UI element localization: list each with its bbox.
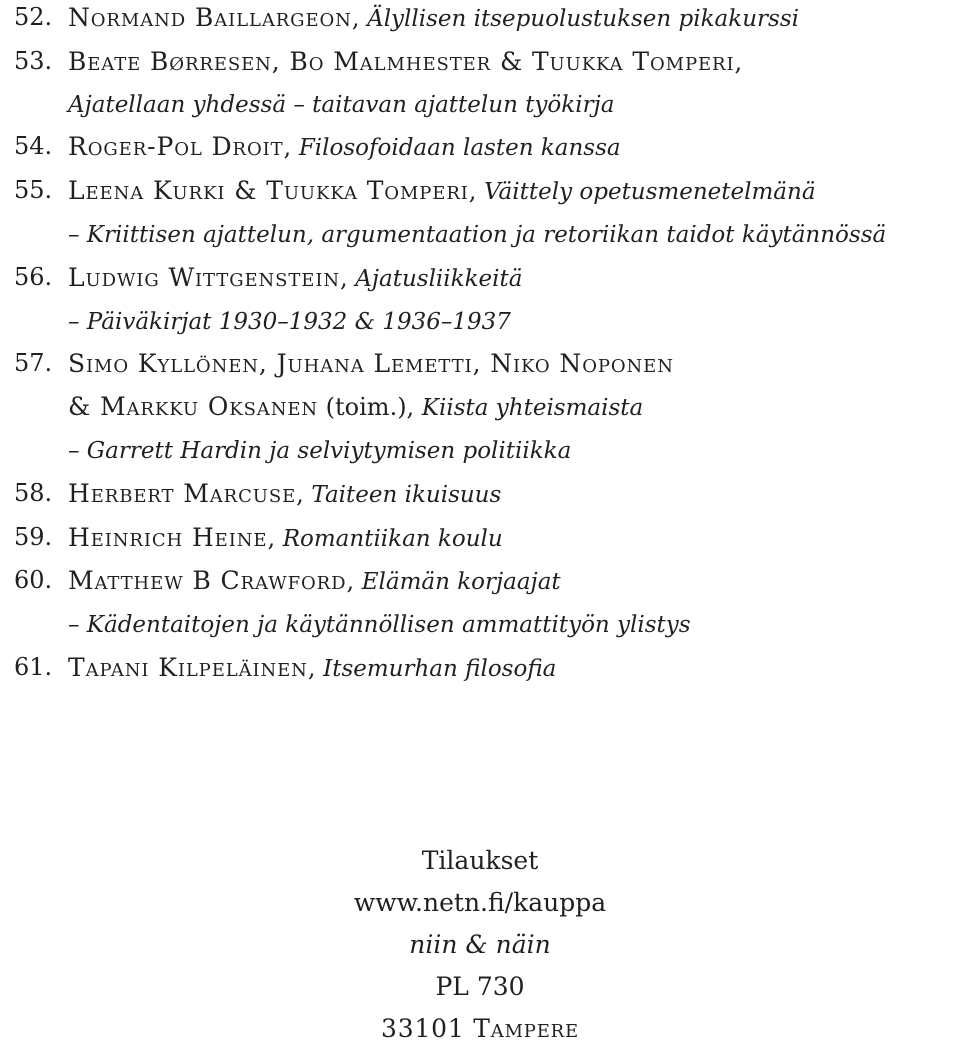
book-entry [14, 170, 954, 257]
book-entry [14, 647, 954, 691]
author-names: Simo Kyllönen, Juhana Lemetti, Niko Noponen [68, 349, 674, 379]
entry-body [68, 647, 954, 691]
book-entry [14, 257, 954, 344]
entry-body [68, 343, 954, 472]
entry-body [68, 473, 954, 517]
entry-line [68, 126, 954, 170]
entry-number: 60. [14, 566, 53, 595]
entry-line [68, 604, 954, 647]
author-names: Roger-Pol Droit [68, 132, 284, 162]
book-title: Filosofoidaan lasten kanssa [298, 135, 621, 162]
book-title: Kiista yhteismaista [421, 395, 644, 422]
book-title: – Kriittisen ajattelun, argumentaation ja retoriikan taidot käytännössä [68, 221, 887, 248]
book-title: Elämän korjaajat [361, 569, 561, 596]
entry-number: 54. [14, 132, 53, 161]
entry-body [68, 517, 954, 561]
book-title: – Päiväkirjat 1930–1932 & 1936–1937 [68, 308, 511, 335]
order-info [0, 840, 960, 1050]
entry-line [68, 301, 954, 344]
entry-number: 52. [14, 3, 53, 31]
book-title: Ajatusliikkeitä [355, 265, 523, 292]
entry-line [68, 386, 954, 430]
book-title: – Kädentaitojen ja käytännöllisen ammattityön ylistys [68, 612, 691, 639]
entry-body [68, 126, 954, 170]
author-names: Tapani Kilpeläinen [68, 652, 308, 682]
book-entry [14, 41, 954, 127]
entry-line [68, 41, 954, 84]
entry-line [68, 430, 954, 473]
separator: , [283, 133, 299, 162]
entry-number: 53. [14, 46, 53, 75]
po-box: PL 730 [435, 972, 525, 1001]
separator: , [296, 479, 312, 508]
entry-number: 58. [14, 478, 53, 507]
book-title: Ajatellaan yhdessä – taitavan ajattelun työkirja [68, 91, 615, 118]
book-entry [14, 473, 954, 517]
book-entry [14, 517, 954, 561]
entry-line [68, 257, 954, 301]
order-heading: Tilaukset [421, 846, 539, 875]
entry-line [68, 517, 954, 561]
entry-line [68, 647, 954, 691]
publisher-name: niin & näin [409, 930, 551, 959]
author-names: Normand Baillargeon [68, 3, 352, 32]
separator: , [267, 523, 283, 552]
separator: , [468, 177, 485, 206]
entry-number: 56. [14, 262, 53, 291]
book-title: Taiteen ikuisuus [311, 481, 502, 508]
author-names: Heinrich Heine [68, 522, 268, 552]
author-names: Ludwig Wittgenstein [68, 262, 340, 292]
separator: , [734, 47, 743, 76]
book-series-list [14, 0, 954, 691]
author-names: Beate Børresen, Bo Malmhester & Tuukka Tomperi [68, 46, 735, 76]
separator: , [346, 567, 362, 596]
book-entry [14, 126, 954, 170]
book-title: – Garrett Hardin ja selviytymisen politiikka [68, 437, 572, 464]
entry-line [68, 0, 954, 41]
entry-line [68, 473, 954, 517]
separator: (toim.), [318, 393, 422, 422]
separator: , [351, 4, 368, 32]
entry-body [68, 41, 954, 127]
entry-number: 59. [14, 522, 53, 551]
separator: , [307, 653, 324, 682]
author-names: Leena Kurki & Tuukka Tomperi [68, 176, 469, 206]
book-title: Itsemurhan filosofia [323, 655, 557, 682]
book-title: Romantiikan koulu [282, 525, 503, 552]
author-names: & Markku Oksanen [68, 392, 319, 422]
entry-line [68, 170, 954, 214]
entry-line [68, 214, 954, 257]
postal-city: 33101 Tampere [381, 1014, 579, 1043]
entry-body [68, 170, 954, 257]
entry-line [68, 343, 954, 386]
book-entry [14, 0, 954, 41]
entry-line [68, 84, 954, 127]
author-names: Herbert Marcuse [68, 478, 297, 508]
entry-body [68, 0, 954, 41]
entry-number: 57. [14, 349, 53, 378]
book-entry [14, 343, 954, 472]
separator: , [340, 263, 356, 292]
entry-body [68, 560, 954, 647]
book-title: Väittely opetusmenetelmänä [484, 179, 816, 206]
order-url-link[interactable]: www.netn.fi/kauppa [353, 888, 607, 917]
book-title: Älyllisen itsepuolustuksen pikakurssi [367, 6, 799, 32]
entry-line [68, 560, 954, 604]
book-entry [14, 560, 954, 647]
author-names: Matthew B Crawford [68, 566, 347, 596]
entry-number: 61. [14, 652, 53, 681]
entry-number: 55. [14, 176, 53, 205]
entry-body [68, 257, 954, 344]
